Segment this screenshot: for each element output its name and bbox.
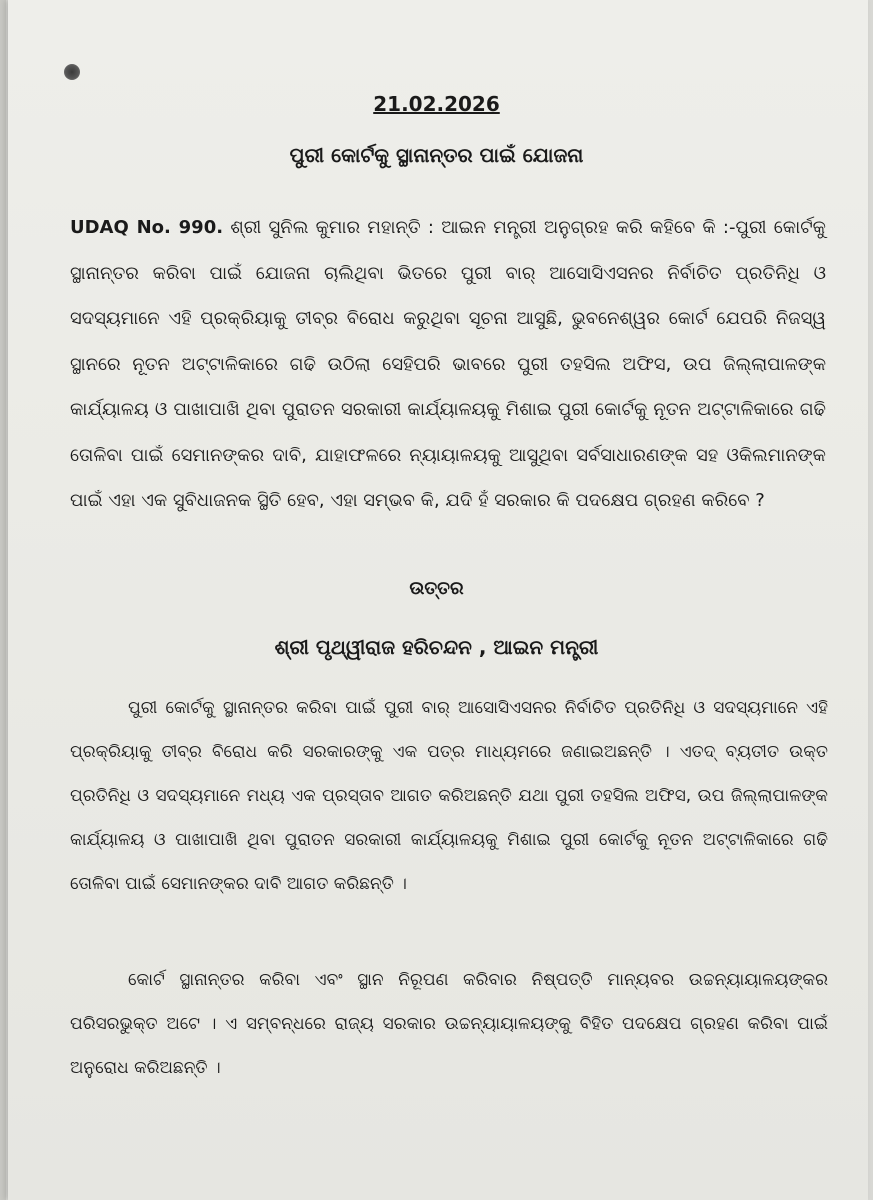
document-date: 21.02.2026 [373,92,500,116]
answer-paragraph-2: କୋର୍ଟ ସ୍ଥାନାନ୍ତର କରିବା ଏବଂ ସ୍ଥାନ ନିରୂପଣ କରିବାର ନିଷ୍ପତ୍ତି ମାନ୍ୟବର ଉଚ୍ଚନ୍ୟାୟାଳୟଙ୍କର ପରିସରଭୁକ୍ତ ଅଟେ । ଏ ସମ୍ବନ୍ଧରେ ରାଜ୍ୟ ସରକାର ଉଚ୍ଚନ୍ୟାୟାଳୟଙ୍କୁ ବିହିତ ପଦକ୍ଷେପ ଗ୍ରହଣ କରିବା ପାଇଁ ଅନୁରୋଧ କରିଅଛନ୍ତି । [70,970,828,1078]
question-number: UDAQ No. 990. [70,217,224,238]
answer-paragraph-1: ପୁରୀ କୋର୍ଟକୁ ସ୍ଥାନାନ୍ତର କରିବା ପାଇଁ ପୁରୀ ବାର୍ ଆସୋସିଏସନର ନିର୍ବାଚିତ ପ୍ରତିନିଧି ଓ ସଦସ୍ୟମାନେ ଏହି ପ୍ରକ୍ରିୟାକୁ ତୀବ୍ର ବିରୋଧ କରି ସରକାରଙ୍କୁ ଏକ ପତ୍ର ମାଧ୍ୟମରେ ଜଣାଇଅଛନ୍ତି । ଏତଦ୍ ବ୍ୟତୀତ ଉକ୍ତ ପ୍ରତିନିଧି ଓ ସଦସ୍ୟମାନେ ମଧ୍ୟ ଏକ ପ୍ରସ୍ତାବ ଆଗତ କରିଅଛନ୍ତି ଯଥା ପୁରୀ ତହସିଲ ଅଫିସ, ଉପ ଜିଲ୍ଲାପାଳଙ୍କ କାର୍ଯ୍ୟାଳୟ ଓ ପାଖାପାଖି ଥିବା ପୁରାତନ ସରକାରୀ କାର୍ଯ୍ୟାଳୟକୁ ମିଶାଇ ପୁରୀ କୋର୍ଟକୁ ନୂତନ ଅଟ୍ଟାଳିକାରେ ଗଢି ତୋଳିବା ପାଇଁ ସେମାନଙ୍କର ଦାବି ଆଗତ କରିଛନ୍ତି । [70,698,828,894]
minister-name: ଶ୍ରୀ ପୃଥ୍ୱୀରାଜ ହରିଚନ୍ଦନ , ଆଇନ ମନ୍ତ୍ରୀ [274,635,599,659]
question-paragraph [70,205,826,524]
punch-hole [64,64,80,80]
answer-heading: ଉତ୍ତର [409,578,464,599]
page-edge [0,0,6,1200]
question-text: ଶ୍ରୀ ସୁନିଲ କୁମାର ମହାନ୍ତି : ଆଇନ ମନ୍ତ୍ରୀ ଅନୁଗ୍ରହ କରି କହିବେ କି :-ପୁରୀ କୋର୍ଟକୁ ସ୍ଥାନାନ୍ତର କରିବା ପାଇଁ ଯୋଜନା ଚାଲିଥିବା ଭିତରେ ପୁରୀ ବାର୍ ଆସୋସିଏସନର ନିର୍ବାଚିତ ପ୍ରତିନିଧି ଓ ସଦସ୍ୟମାନେ ଏହି ପ୍ରକ୍ରିୟାକୁ ତୀବ୍ର ବିରୋଧ କରୁଥିବା ସୂଚନା ଆସୁଛି, ଭୁବନେଶ୍ୱର କୋର୍ଟ ଯେପରି ନିଜସ୍ୱ ସ୍ଥାନରେ ନୂତନ ଅଟ୍ଟାଳିକାରେ ଗଢି ଉଠିଲା ସେହିପରି ଭାବରେ ପୁରୀ ତହସିଲ ଅଫିସ, ଉପ ଜିଲ୍ଲାପାଳଙ୍କ କାର୍ଯ୍ୟାଳୟ ଓ ପାଖାପାଖି ଥିବା ପୁରାତନ ସରକାରୀ କାର୍ଯ୍ୟାଳୟକୁ ମିଶାଇ ପୁରୀ କୋର୍ଟକୁ ନୂତନ ଅଟ୍ଟାଳିକାରେ ଗଢି ତୋଳିବା ପାଇଁ ସେମାନଙ୍କର ଦାବି, ଯାହାଫଳରେ ନ୍ୟାୟାଳୟକୁ ଆସୁଥିବା ସର୍ବସାଧାରଣଙ୍କ ସହ ଓକିଲମାନଙ୍କ ପାଇଁ ଏହା ଏକ ସୁବିଧାଜନକ ସ୍ଥିତି ହେବ, ଏହା ସମ୍ଭବ କି, ଯଦି ହଁ ସରକାର କି ପଦକ୍ଷେପ ଗ୍ରହଣ କରିବେ ? [70,217,826,511]
document-subject: ପୁରୀ କୋର୍ଟକୁ ସ୍ଥାନାନ୍ତର ପାଇଁ ଯୋଜନା [289,143,584,167]
